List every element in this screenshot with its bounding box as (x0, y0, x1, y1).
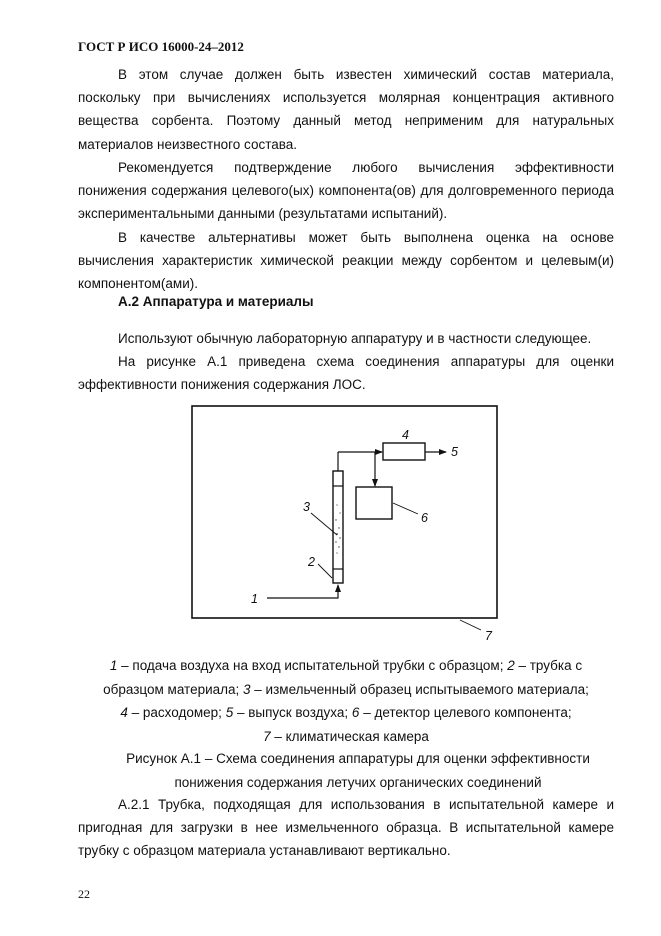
paragraph-tube: А.2.1 Трубка, подходящая для использования в испытательной камере и пригодная для загрузки в нее измельченного образца. В испытательной камере трубку с образцом материала устанавливают вертикально. (78, 797, 614, 859)
label-2: 2 (308, 555, 315, 569)
label-4: 4 (402, 428, 409, 442)
climatic-chamber (192, 406, 497, 618)
paragraph-figure-reference: На рисунке А.1 приведена схема соединения аппаратуры для оценки эффективности понижения содержания ЛОС. (78, 354, 614, 393)
figure-caption: Рисунок А.1 – Схема соединения аппаратуры для оценки эффективности понижения содержания летучих органических соединений (126, 751, 590, 790)
label-6: 6 (421, 511, 428, 525)
label-5: 5 (451, 445, 458, 459)
paragraph-alternative: В качестве альтернативы может быть выполнена оценка на основе вычисления характеристик химической реакции между сорбентом и целевым(и) компонентом(ами). (78, 230, 614, 292)
label-1: 1 (251, 592, 258, 606)
section-heading: А.2 Аппаратура и материалы (118, 294, 314, 309)
figure-legend (78, 654, 614, 748)
air-inlet-line (267, 585, 338, 598)
paragraph-chemical-composition: В этом случае должен быть известен химический состав материала, поскольку при вычислениях используется молярная концентрация активного вещества сорбента. Поэтому данный метод неприменим для натуральных материалов неизвестного состава. (78, 67, 614, 152)
legend-line-3: 7 – климатическая камера (263, 728, 429, 744)
label-7: 7 (485, 629, 492, 643)
document-header: ГОСТ Р ИСО 16000-24–2012 (78, 39, 244, 54)
detector (356, 487, 392, 519)
legend-line-2: 4 – расходомер; 5 – выпуск воздуха; 6 – детектор целевого компонента; (120, 705, 572, 720)
page-number: 22 (78, 887, 90, 901)
label-3: 3 (303, 500, 310, 514)
flowmeter (383, 443, 425, 460)
crushed-sample (335, 504, 340, 553)
paragraph-recommendation: Рекомендуется подтверждение любого вычисления эффективности понижения содержания целевого(ых) компонента(ов) для долговременного периода экспериментальными данными (результатами испытаний). (78, 160, 614, 222)
sample-tube (333, 471, 343, 583)
paragraph-apparatus: Используют обычную лабораторную аппаратуру и в частности следующее. (118, 331, 592, 346)
legend-line-1: 1 – подача воздуха на вход испытательной трубки с образцом; 2 – трубка с образцом материала; 3 – измельченный образец испытываемого материала; (103, 658, 589, 697)
